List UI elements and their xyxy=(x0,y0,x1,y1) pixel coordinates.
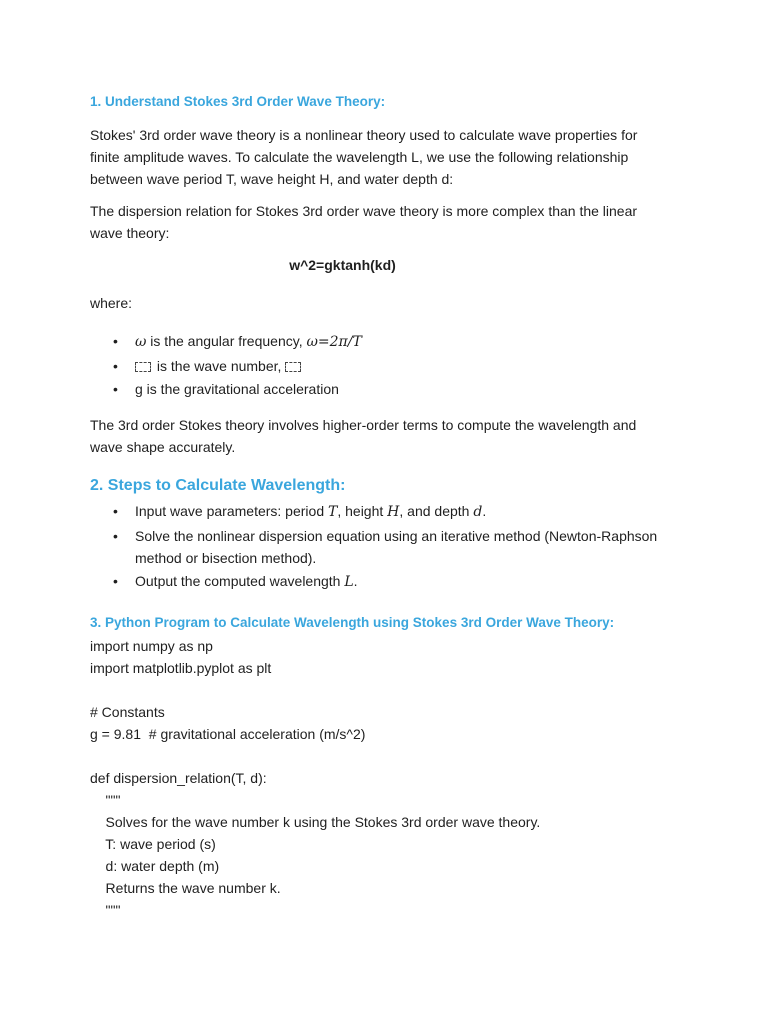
list-item-text: is the angular frequency, xyxy=(146,333,307,349)
bullet-icon: • xyxy=(113,333,118,349)
bullet-icon: • xyxy=(113,503,118,519)
list-item xyxy=(90,378,670,400)
list-item xyxy=(90,570,670,593)
section1-heading: 1. Understand Stokes 3rd Order Wave Theory: xyxy=(90,94,386,109)
list-item-text: , height xyxy=(337,503,388,519)
list-item-text: , and depth xyxy=(399,503,474,519)
missing-equation-placeholder-icon xyxy=(135,362,151,372)
period-symbol: T xyxy=(328,504,338,520)
code-line xyxy=(90,679,540,701)
wavelength-symbol: L xyxy=(344,574,354,590)
omega-symbol: ω xyxy=(135,334,147,350)
code-line: Solves for the wave number k using the Stokes 3rd order wave theory. xyxy=(90,814,541,830)
where-label: where: xyxy=(90,295,133,311)
height-symbol: H xyxy=(387,504,400,520)
bullet-icon: • xyxy=(113,573,118,589)
code-line: def dispersion_relation(T, d): xyxy=(90,770,267,786)
list-item xyxy=(90,500,670,523)
section2-heading: 2. Steps to Calculate Wavelength: xyxy=(90,477,346,494)
code-line: # Constants xyxy=(90,704,165,720)
list-item-text: . xyxy=(482,503,487,519)
code-line xyxy=(90,745,540,767)
code-line: """ xyxy=(90,902,121,918)
list-item-text: is the wave number, xyxy=(153,357,286,374)
omega-formula: ω=2π/T xyxy=(306,334,362,350)
dispersion-intro-paragraph: The dispersion relation for Stokes 3rd order wave theory is more complex than the linear wave theory: xyxy=(90,203,638,241)
list-item xyxy=(90,355,670,377)
code-line: import numpy as np xyxy=(90,638,213,654)
variable-definitions-list xyxy=(90,330,670,402)
list-item-text: Input wave parameters: period xyxy=(135,503,328,519)
missing-equation-placeholder-icon xyxy=(285,362,301,372)
code-line: d: water depth (m) xyxy=(90,858,220,874)
list-item-text: . xyxy=(353,573,358,589)
bullet-icon: • xyxy=(113,381,118,397)
python-code-block xyxy=(90,635,540,921)
section3-heading: 3. Python Program to Calculate Wavelength using Stokes 3rd Order Wave Theory: xyxy=(90,615,615,630)
list-item-text: g is the gravitational acceleration xyxy=(135,381,339,397)
list-item-text: Output the computed wavelength xyxy=(135,573,345,589)
code-line: g = 9.81 # gravitational acceleration (m/s^2) xyxy=(90,726,366,742)
code-line: """ xyxy=(90,792,121,808)
list-item xyxy=(90,525,670,569)
depth-symbol: d xyxy=(473,504,483,520)
bullet-icon: • xyxy=(113,527,118,544)
code-line: import matplotlib.pyplot as plt xyxy=(90,660,272,676)
code-line: T: wave period (s) xyxy=(90,836,216,852)
higher-order-paragraph: The 3rd order Stokes theory involves higher-order terms to compute the wavelength and wave shape accurately. xyxy=(90,417,637,455)
list-item xyxy=(90,330,670,353)
bullet-icon: • xyxy=(113,357,118,374)
section1-intro-paragraph: Stokes' 3rd order wave theory is a nonlinear theory used to calculate wave properties for finite amplitude waves. To calculate the wavelength L, we use the following relationship between wave period T, wave height H, and water depth d: xyxy=(90,127,638,187)
code-line: Returns the wave number k. xyxy=(90,880,281,896)
list-item-text: Solve the nonlinear dispersion equation using an iterative method (Newton-Raphson method or bisection method). xyxy=(135,527,658,566)
dispersion-equation: w^2=gktanh(kd) xyxy=(289,257,396,273)
steps-list xyxy=(90,500,670,595)
